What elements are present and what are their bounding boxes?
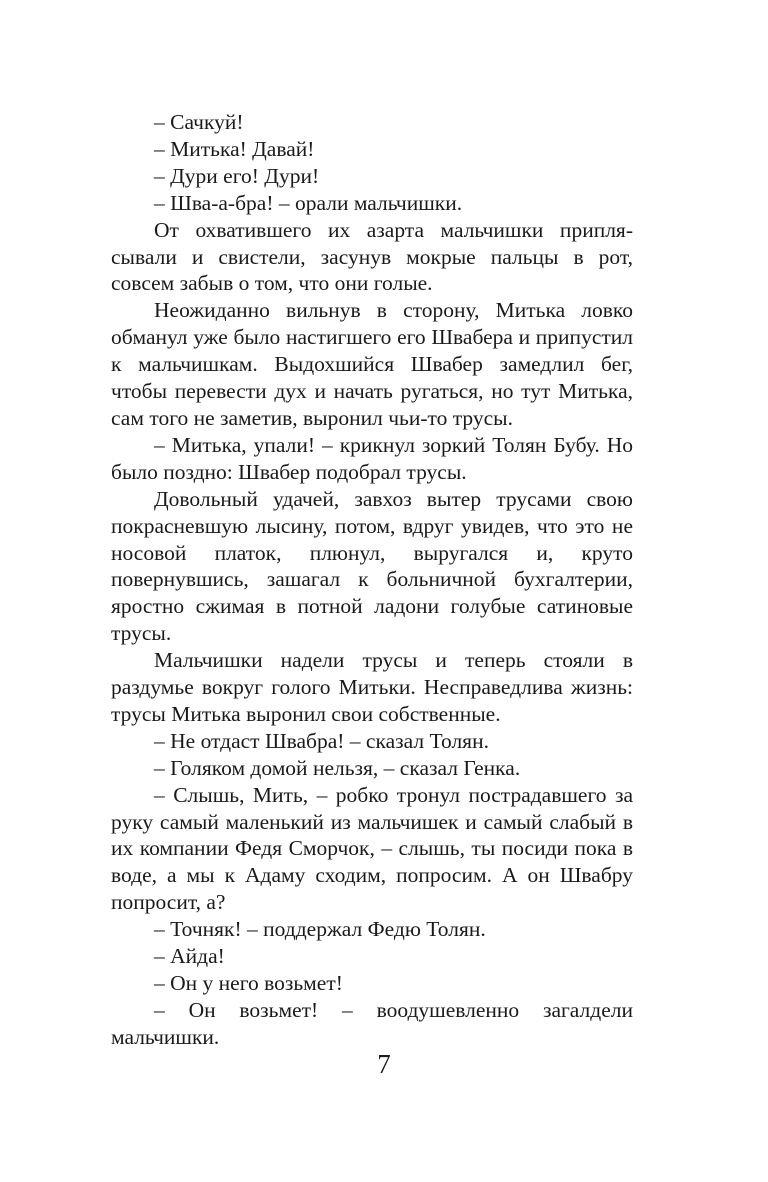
paragraph: – Он у него возьмет! bbox=[154, 971, 343, 995]
paragraph: – Не отдаст Швабра! – сказал Толян. bbox=[154, 728, 489, 753]
page-text bbox=[111, 109, 633, 1051]
page-number: 7 bbox=[377, 1049, 391, 1079]
paragraph: – Он возьмет! – воодушевленно загалдели мальчишки. bbox=[111, 997, 633, 1049]
paragraph: – Голяком домой нельзя, – сказал Генка. bbox=[154, 755, 521, 780]
paragraph: От охватившего их азарта мальчишки приплясывали и свистели, засунув мокрые пальцы в рот, совсем забыв о том, что они голые. bbox=[111, 217, 633, 296]
paragraph: – Точняк! – поддержал Федю Толян. bbox=[154, 917, 486, 942]
paragraph: – Айда! bbox=[154, 944, 225, 969]
paragraph: Мальчишки надели трусы и теперь стояли в раздумье вокруг голого Митьки. Несправедлива жизнь: трусы Митька выронил свои собственные. bbox=[111, 648, 633, 726]
paragraph: Неожиданно вильнув в сторону, Митька ловко обманул уже было настигшего его Швабера и припустил к мальчишкам. Выдохшийся Швабер замедлил бег, чтобы перевести дух и начать ругаться, но тут Митька, сам того не заметив, выронил чьи-то трусы. bbox=[111, 298, 633, 430]
paragraph: – Митька, упали! – крикнул зоркий Толян Бубу. Но было поздно: Швабер подобрал трусы. bbox=[111, 432, 633, 484]
paragraph: – Шва-а-бра! – орали мальчишки. bbox=[154, 190, 463, 215]
paragraph: – Митька! Давай! bbox=[154, 136, 315, 161]
paragraph: – Сачкуй! bbox=[154, 110, 244, 134]
paragraph: – Слышь, Мить, – робко тронул пострадавшего за руку самый маленький из мальчишек и самый слабый в их компании Федя Сморчок, – слышь, ты посиди пока в воде, а мы к Адаму сходим, попросим. А он Швабру попросит, а? bbox=[111, 782, 633, 915]
paragraph: – Дури его! Дури! bbox=[154, 163, 320, 188]
paragraph: Довольный удачей, завхоз вытер трусами свою покрасневшую лысину, потом, вдруг увидев, что это не носовой платок, плюнул, выругался и, круто повернувшись, зашагал к больничной бухгалтерии, яростно сжимая в потной ладони голубые сатиновые трусы. bbox=[111, 486, 633, 646]
